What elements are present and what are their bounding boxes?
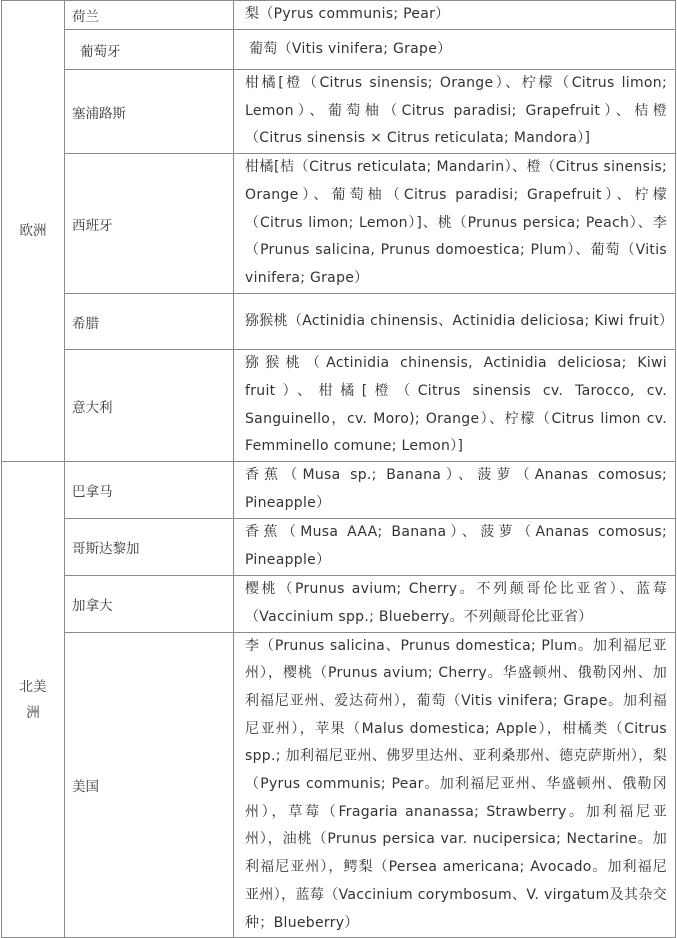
country-cell: 希腊 [65,294,234,350]
country-cell: 哥斯达黎加 [65,519,234,575]
table-row [2,154,676,294]
table-row [2,632,676,938]
fruit-origin-table [1,0,676,938]
table-row [2,70,676,154]
table-row [2,1,676,30]
country-cell: 西班牙 [65,154,234,294]
country-cell: 葡萄牙 [65,30,234,70]
fruits-cell: 李（Prunus salicina、Prunus domestica; Plum。加利福尼亚州），樱桃（Prunus avium; Cherry。华盛顿州、俄勒冈州、加利福尼亚州、爱达荷州），葡萄（Vitis vinifera; Grape。加利福尼亚州），苹果（Malus domestica; Apple），柑橘类（Citrus spp.; 加利福尼亚州、佛罗里达州、亚利桑那州、德克萨斯州），梨（Pyrus communis; Pear。加利福尼亚州、华盛顿州、俄勒冈州），草莓（Fragaria ananassa; Strawberry。加利福尼亚州），油桃（Prunus persica var. nucipersica; Nectarine。加利福尼亚州），鳄梨（Persea americana; Avocado。加利福尼亚州），蓝莓（Vaccinium corymbosum、V. virgatum及其杂交种；Blueberry） [234,632,676,938]
country-cell: 加拿大 [65,575,234,632]
table-row [2,575,676,632]
country-cell: 塞浦路斯 [65,70,234,154]
region-label: 欧洲 [19,223,47,240]
fruits-cell: 柑橘[橙（Citrus sinensis; Orange）、柠檬（Citrus limon; Lemon）、葡萄柚（Citrus paradisi; Grapefruit）、桔橙（Citrus sinensis × Citrus reticulata; Mandora）] [234,70,676,154]
fruits-cell: 樱桃（Prunus avium; Cherry。不列颠哥伦比亚省）、蓝莓（Vaccinium spp.; Blueberry。不列颠哥伦比亚省） [234,575,676,632]
fruits-cell: 香蕉（Musa sp.; Banana）、菠萝（Ananas comosus; Pineapple） [234,462,676,519]
region-cell-north-america [2,462,65,938]
fruits-cell: 葡萄（Vitis vinifera; Grape） [234,30,676,70]
table-row [2,350,676,462]
fruits-cell: 猕猴桃（Actinidia chinensis, Actinidia deliciosa; Kiwi fruit）、柑橘[橙（Citrus sinensis cv. Tarocco, cv. Sanguinello，cv. Moro); Orange）、柠檬（Citrus limon cv. Femminello comune; Lemon）] [234,350,676,462]
region-label: 北美洲 [19,678,47,721]
fruits-cell: 香蕉（Musa AAA; Banana）、菠萝（Ananas comosus; Pineapple） [234,519,676,575]
region-cell-europe [2,1,65,462]
country-cell: 荷兰 [65,1,234,30]
fruits-cell: 柑橘[桔（Citrus reticulata; Mandarin）、橙（Citrus sinensis; Orange）、葡萄柚（Citrus paradisi; Grapefruit）、柠檬（Citrus limon; Lemon）]、桃（Prunus persica; Peach）、李（Prunus salicina, Prunus domoestica; Plum）、葡萄（Vitis vinifera; Grape） [234,154,676,294]
country-cell: 意大利 [65,350,234,462]
country-cell: 巴拿马 [65,462,234,519]
fruits-cell: 猕猴桃（Actinidia chinensis、Actinidia deliciosa; Kiwi fruit） [234,294,676,350]
table-row [2,30,676,70]
table-row [2,294,676,350]
table-row [2,519,676,575]
fruits-cell: 梨（Pyrus communis; Pear） [234,1,676,30]
country-cell: 美国 [65,632,234,938]
table-row [2,462,676,519]
